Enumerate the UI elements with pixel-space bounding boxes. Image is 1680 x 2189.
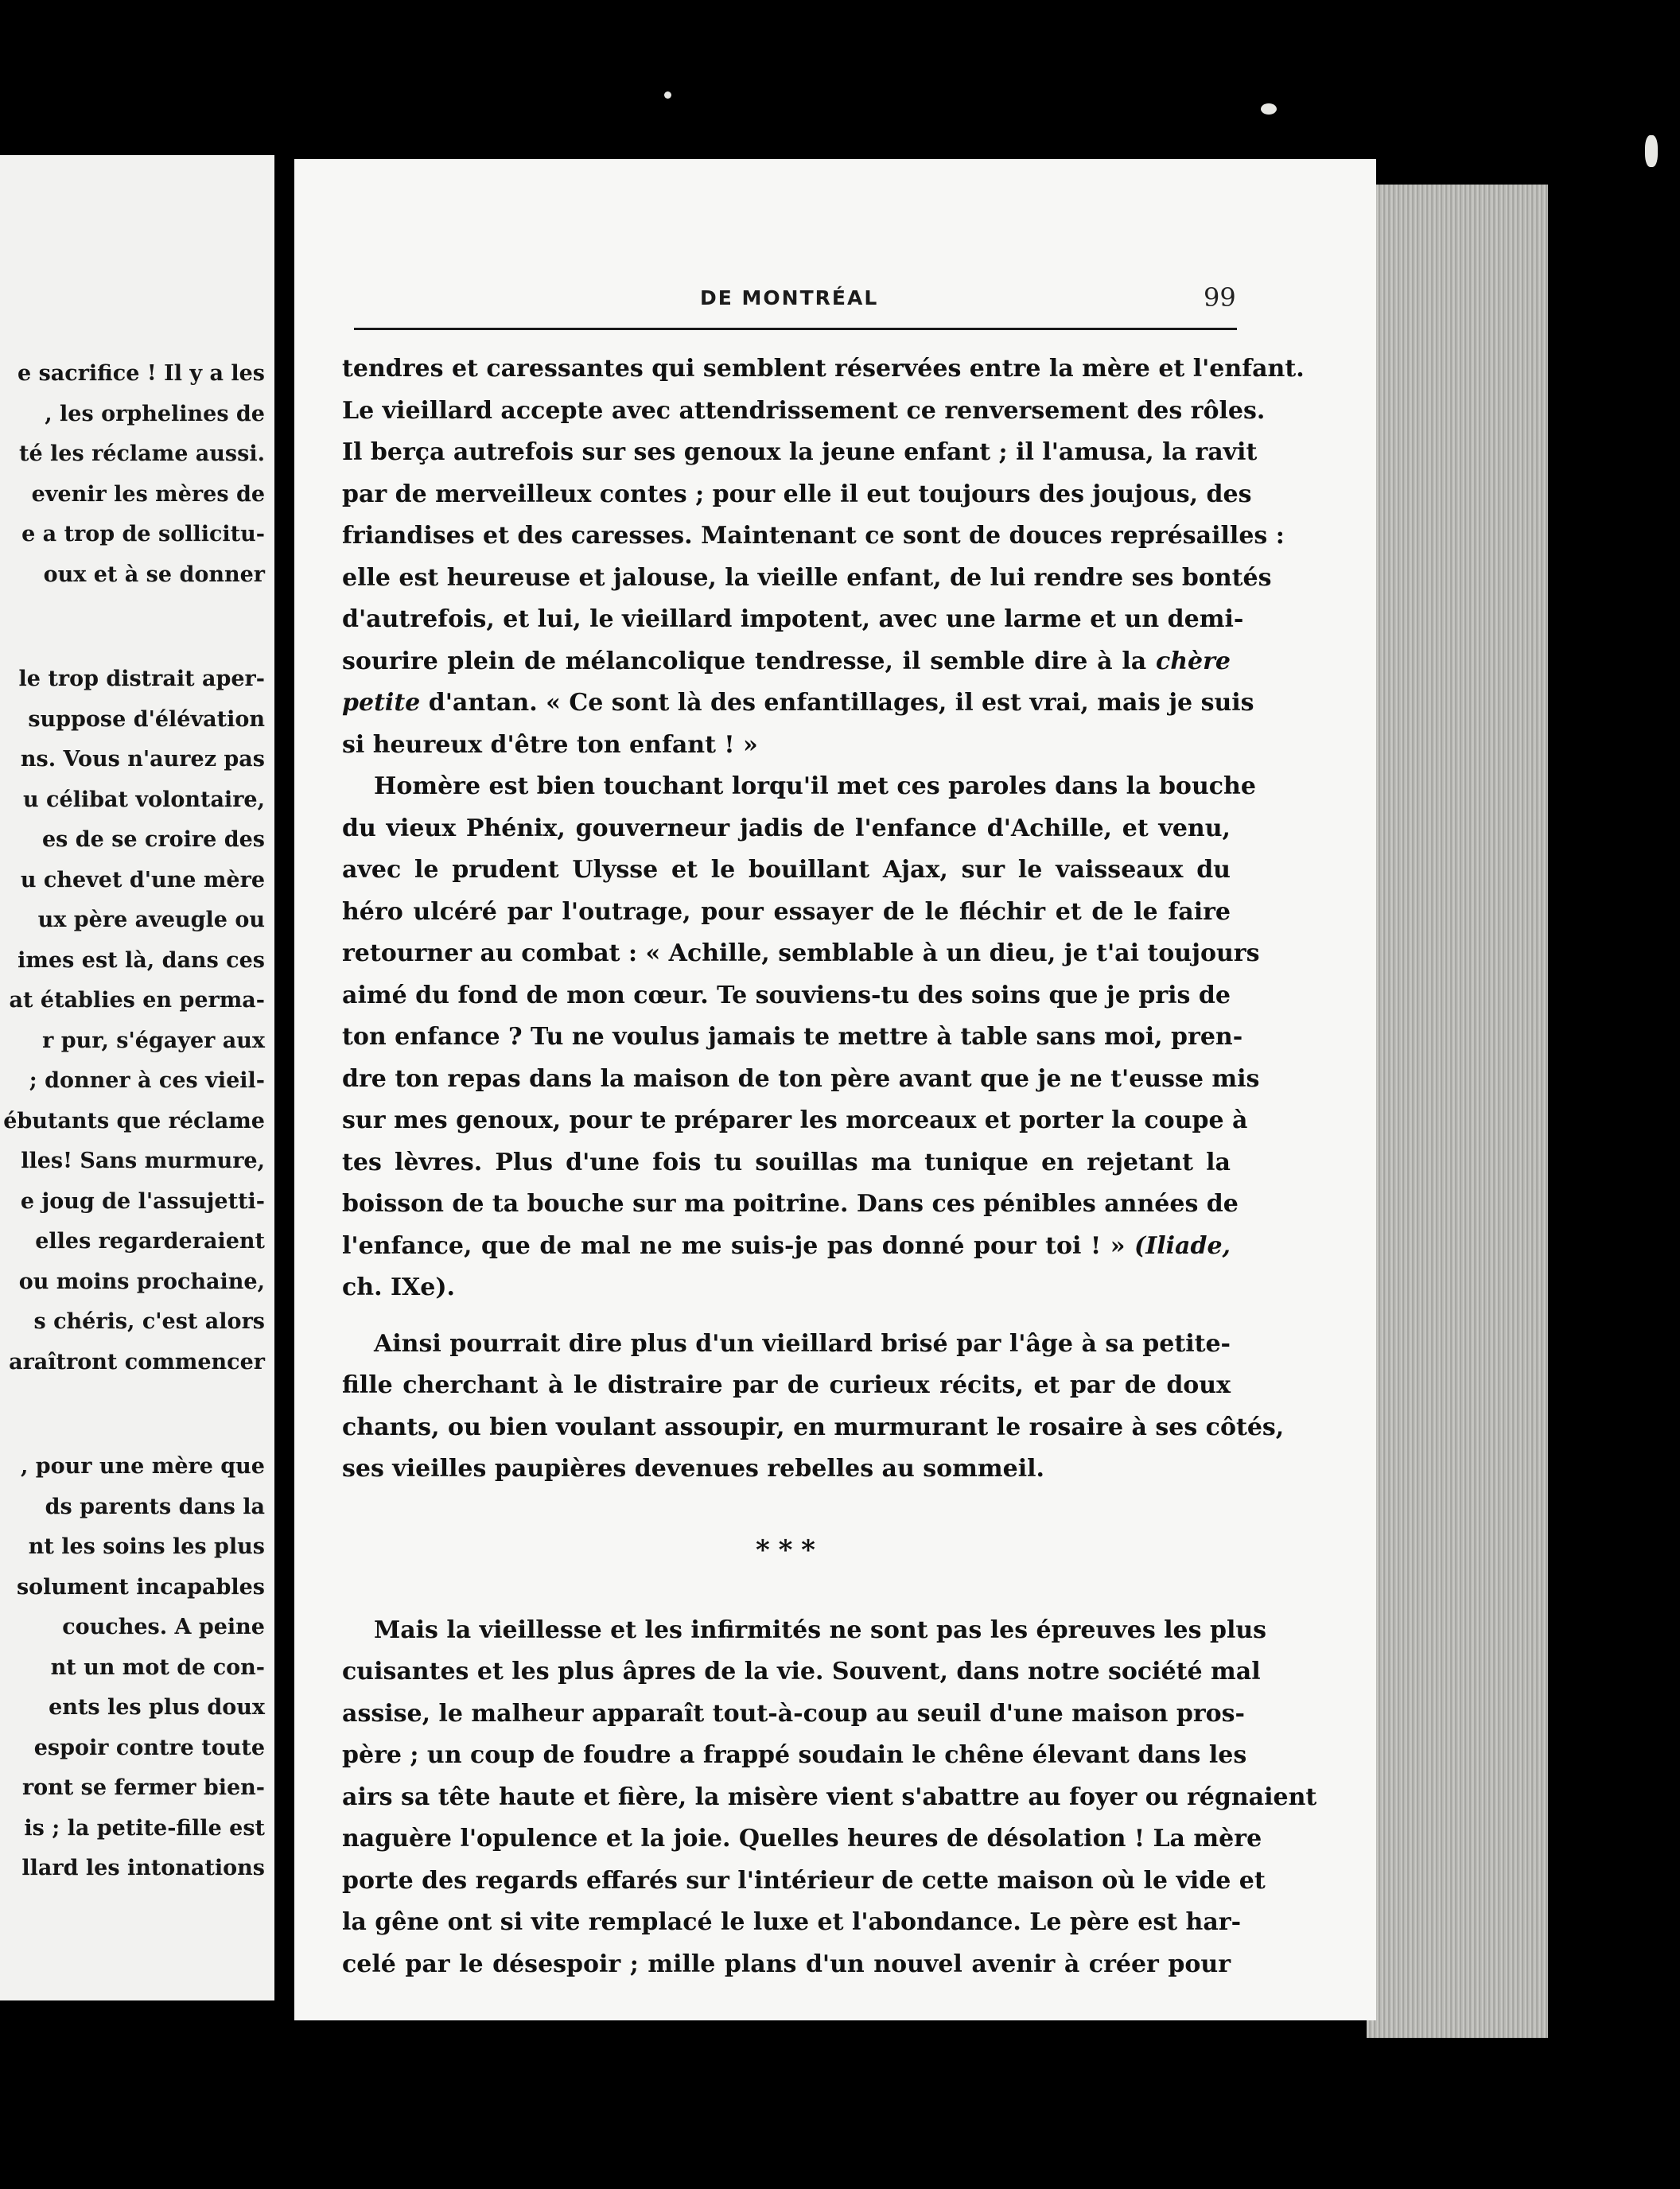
left-line: araîtront commencer (9, 1349, 265, 1374)
dust-speck (1645, 135, 1658, 167)
text-line: dre ton repas dans la maison de ton père avant que je ne t'eusse mis (342, 1064, 1260, 1093)
left-line: couches. A peine (62, 1615, 265, 1639)
text-line: avec le prudent Ulysse et le bouillant Ajax, sur le vaisseaux du (342, 856, 1231, 884)
text-line: si heureux d'être ton enfant ! » (342, 730, 758, 759)
text-line: friandises et des caresses. Maintenant ce sont de douces représailles : (342, 522, 1285, 550)
left-line: ébutants que réclame (3, 1108, 265, 1133)
text-line: d'autrefois, et lui, le vieillard impotent, avec une larme et un demi- (342, 605, 1244, 633)
text-line: retourner au combat : « Achille, semblable à un dieu, je t'ai toujours (342, 939, 1260, 967)
text-line: ses vieilles paupières devenues rebelles au sommeil. (342, 1455, 1044, 1483)
left-line: at établies en perma- (9, 988, 265, 1013)
text-line: par de merveilleux contes ; pour elle il eut toujours des joujous, des (342, 480, 1252, 508)
left-line: e sacrifice ! Il y a les (17, 361, 265, 386)
left-line: u célibat volontaire, (22, 787, 265, 812)
text-run: sourire plein de mélancolique tendresse, il semble dire à la (342, 647, 1147, 675)
page-edges (1367, 185, 1548, 2038)
left-line: ns. Vous n'aurez pas (20, 747, 265, 772)
text-line: tendres et caressantes qui semblent réservées entre la mère et l'enfant. (342, 355, 1305, 383)
page-number: 99 (1204, 282, 1236, 313)
text-line: ton enfance ? Tu ne voulus jamais te mettre à table sans moi, pren- (342, 1023, 1243, 1051)
left-line-gap (3, 1382, 265, 1447)
left-line: ds parents dans la (45, 1494, 265, 1519)
left-line: le trop distrait aper- (18, 667, 265, 691)
left-line: solument incapables (16, 1574, 265, 1600)
left-line: lles! Sans murmure, (21, 1149, 265, 1173)
text-line (342, 682, 1254, 725)
main-page (294, 159, 1376, 2020)
paragraph-gap (342, 1309, 1231, 1324)
left-line: imes est là, dans ces (18, 947, 265, 973)
text-line: Homère est bien touchant lorqu'il met ces paroles dans la bouche (374, 772, 1256, 800)
text-line: sur mes genoux, pour te préparer les morceaux et porter la coupe à (342, 1106, 1248, 1134)
left-line: e joug de l'assujetti- (20, 1188, 265, 1214)
left-line: r pur, s'égayer aux (42, 1028, 265, 1053)
left-line: ront se fermer bien- (21, 1775, 265, 1800)
text-line: assise, le malheur apparaît tout-à-coup au seuil d'une maison pros- (342, 1699, 1246, 1728)
text-line: Ainsi pourrait dire plus d'un vieillard brisé par l'âge à sa petite- (374, 1329, 1231, 1358)
running-head (294, 282, 1376, 326)
left-line: suppose d'élévation (28, 706, 265, 732)
citation: (Iliade, (1134, 1231, 1231, 1260)
body-text (342, 348, 1317, 1985)
text-line: boisson de ta bouche sur ma poitrine. Dans ces pénibles années de (342, 1190, 1239, 1218)
left-line: , les orphelines de (45, 401, 265, 426)
left-line: evenir les mères de (31, 481, 265, 507)
dust-speck (1261, 103, 1277, 115)
text-line: celé par le désespoir ; mille plans d'un nouvel avenir à créer pour (342, 1950, 1231, 1978)
text-run: d'antan. « Ce sont là des enfantillages, il est vrai, mais je suis (428, 689, 1254, 717)
left-line: llard les intonations (21, 1856, 265, 1880)
left-line: , pour une mère que (20, 1454, 265, 1479)
left-line: nt un mot de con- (50, 1654, 265, 1680)
left-line: es de se croire des (41, 827, 265, 852)
left-line: elles regarderaient (35, 1229, 265, 1254)
text-line: Mais la vieillesse et les infirmités ne sont pas les épreuves les plus (374, 1616, 1267, 1644)
left-page (0, 155, 274, 2000)
text-line: airs sa tête haute et fière, la misère vient s'abattre au foyer ou régnaient (342, 1783, 1317, 1811)
left-page-text (3, 354, 265, 1889)
left-line: té les réclame aussi. (18, 441, 265, 466)
left-line-gap (3, 595, 265, 659)
italic-text: chère (1155, 647, 1231, 675)
left-line: e a trop de sollicitu- (21, 522, 265, 546)
left-line: oux et à se donner (43, 562, 265, 587)
left-line: ents les plus doux (49, 1695, 265, 1720)
text-run: l'enfance, que de mal ne me suis-je pas donné pour toi ! » (342, 1231, 1126, 1260)
left-line: u chevet d'une mère (20, 867, 265, 892)
text-line: cuisantes et les plus âpres de la vie. Souvent, dans notre société mal (342, 1658, 1261, 1685)
text-line: chants, ou bien voulant assoupir, en murmurant le rosaire à ses côtés, (342, 1413, 1285, 1441)
dust-speck (664, 91, 671, 99)
left-line: ou moins prochaine, (18, 1269, 265, 1294)
text-line: porte des regards effarés sur l'intérieur de cette maison où le vide et (342, 1866, 1266, 1895)
text-line: la gêne ont si vite remplacé le luxe et l'abondance. Le père est har- (342, 1908, 1242, 1936)
text-line: aimé du fond de mon cœur. Te souviens-tu des soins que je pris de (342, 981, 1231, 1009)
text-line: elle est heureuse et jalouse, la vieille enfant, de lui rendre ses bontés (342, 563, 1272, 592)
left-line: nt les soins les plus (28, 1534, 265, 1559)
section-ornament: * * * (756, 1534, 817, 1566)
left-line: is ; la petite-fille est (24, 1815, 265, 1841)
text-line: fille cherchant à le distraire par de curieux récits, et par de doux (342, 1371, 1231, 1399)
text-line: Il berça autrefois sur ses genoux la jeune enfant ; il l'amusa, la ravit (342, 438, 1258, 466)
italic-text: petite (342, 689, 421, 717)
text-line (342, 641, 1231, 683)
text-line: naguère l'opulence et la joie. Quelles heures de désolation ! La mère (342, 1825, 1262, 1853)
text-line: Le vieillard accepte avec attendrissement ce renversement des rôles. (342, 396, 1266, 425)
text-line: héro ulcéré par l'outrage, pour essayer de le fléchir et de le faire (342, 897, 1231, 926)
text-line (342, 1226, 1231, 1268)
text-line: ch. IXe). (342, 1273, 456, 1301)
left-line: espoir contre toute (33, 1735, 265, 1760)
left-line: ; donner à ces vieil- (29, 1068, 265, 1093)
text-line: père ; un coup de foudre a frappé soudain le chêne élevant dans les (342, 1741, 1247, 1769)
left-line: ux père aveugle ou (37, 908, 265, 932)
text-line: du vieux Phénix, gouverneur jadis de l'enfance d'Achille, et venu, (342, 814, 1231, 842)
left-line: s chéris, c'est alors (33, 1309, 265, 1334)
text-line: tes lèvres. Plus d'une fois tu souillas ma tunique en rejetant la (342, 1148, 1231, 1176)
header-rule (354, 328, 1237, 330)
header-title: DE MONTRÉAL (700, 286, 879, 309)
